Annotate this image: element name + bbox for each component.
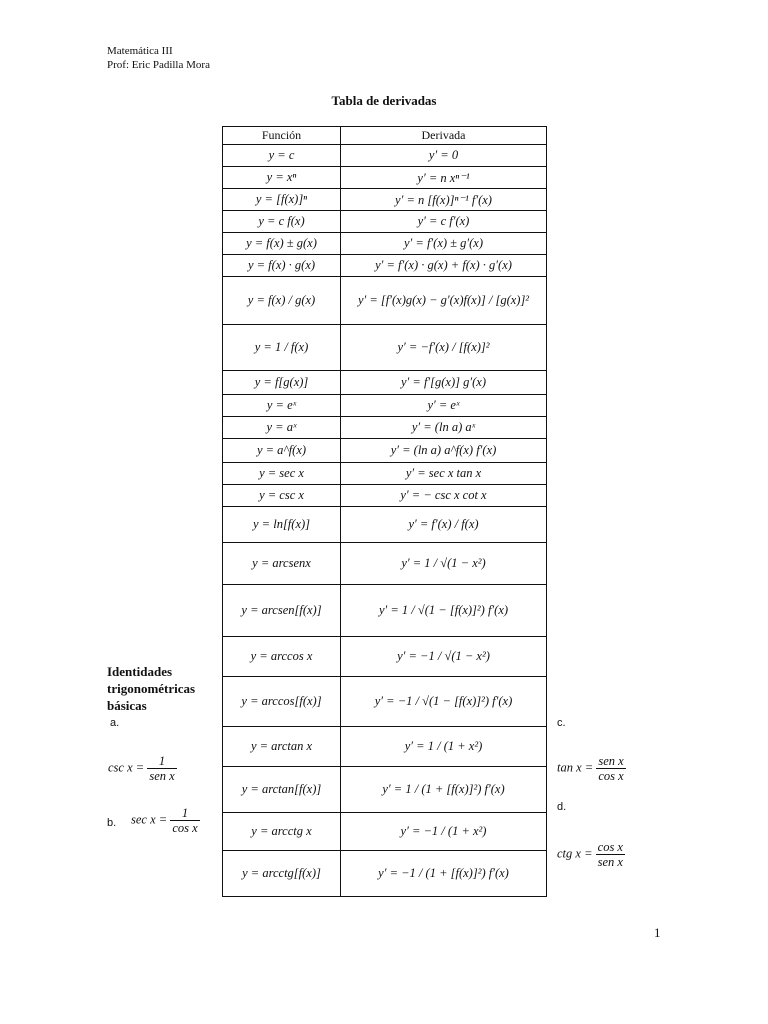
function-cell: y = arctan x	[223, 727, 341, 767]
derivative-cell: y′ = [f′(x)g(x) − g′(x)f(x)] / [g(x)]²	[341, 277, 547, 325]
identities-title-line: Identidades	[107, 664, 173, 679]
identity-a-lhs: csc x =	[108, 760, 145, 775]
function-cell: y = [f(x)]ⁿ	[223, 189, 341, 211]
function-cell: y = arccos x	[223, 637, 341, 677]
function-cell: y = ln[f(x)]	[223, 507, 341, 543]
table-row	[223, 167, 547, 189]
identity-d-denominator: sen x	[597, 855, 623, 869]
identity-d	[557, 840, 625, 869]
table-row	[223, 325, 547, 371]
derivative-cell: y′ = −1 / (1 + [f(x)]²) f′(x)	[341, 851, 547, 897]
identity-c-fraction	[596, 754, 625, 783]
function-cell: y = csc x	[223, 485, 341, 507]
identity-b	[131, 806, 200, 835]
derivative-cell: y′ = n [f(x)]ⁿ⁻¹ f′(x)	[341, 189, 547, 211]
table-row	[223, 727, 547, 767]
derivative-cell: y′ = (ln a) aˣ	[341, 417, 547, 439]
derivative-cell: y′ = − csc x cot x	[341, 485, 547, 507]
identity-c-lhs: tan x =	[557, 760, 594, 775]
table-row	[223, 371, 547, 395]
identities-title	[107, 663, 195, 714]
table-row	[223, 189, 547, 211]
identity-b-fraction	[170, 806, 199, 835]
table-row	[223, 767, 547, 813]
function-cell: y = arcctg[f(x)]	[223, 851, 341, 897]
table-row	[223, 255, 547, 277]
column-header-derivative: Derivada	[341, 127, 547, 145]
function-cell: y = c f(x)	[223, 211, 341, 233]
table-row	[223, 395, 547, 417]
function-cell: y = arcctg x	[223, 813, 341, 851]
page-title: Tabla de derivadas	[331, 93, 437, 108]
function-cell: y = arcsenx	[223, 543, 341, 585]
derivative-cell: y′ = f′(x) · g(x) + f(x) · g′(x)	[341, 255, 547, 277]
derivative-cell: y′ = −1 / (1 + x²)	[341, 813, 547, 851]
function-cell: y = eˣ	[223, 395, 341, 417]
identity-b-label: b.	[107, 817, 117, 829]
identity-a-numerator: 1	[147, 754, 176, 769]
function-cell: y = aˣ	[223, 417, 341, 439]
identity-d-numerator: cos x	[597, 840, 623, 854]
table-row	[223, 813, 547, 851]
function-cell: y = 1 / f(x)	[223, 325, 341, 371]
identity-b-numerator: 1	[170, 806, 199, 821]
derivative-cell: y′ = f′(x) / f(x)	[341, 507, 547, 543]
identity-c	[557, 754, 626, 783]
identity-b-denominator: cos x	[172, 821, 198, 835]
derivatives-table	[222, 126, 547, 897]
professor-name: Prof: Eric Padilla Mora	[107, 59, 210, 71]
derivative-cell: y′ = 1 / √(1 − x²)	[341, 543, 547, 585]
identity-a	[108, 754, 177, 783]
table-row	[223, 677, 547, 727]
function-cell: y = f(x) ± g(x)	[223, 233, 341, 255]
identity-a-label: a.	[110, 717, 120, 729]
table-row	[223, 277, 547, 325]
function-cell: y = arctan[f(x)]	[223, 767, 341, 813]
derivative-cell: y′ = 1 / (1 + [f(x)]²) f′(x)	[341, 767, 547, 813]
function-cell: y = arccos[f(x)]	[223, 677, 341, 727]
identity-d-lhs: ctg x =	[557, 846, 593, 861]
table-row	[223, 585, 547, 637]
identity-c-label: c.	[557, 717, 566, 729]
table-body	[223, 145, 547, 897]
function-cell: y = arcsen[f(x)]	[223, 585, 341, 637]
identity-d-fraction	[596, 840, 625, 869]
derivative-cell: y′ = 1 / (1 + x²)	[341, 727, 547, 767]
identity-b-lhs: sec x =	[131, 812, 168, 827]
table-row	[223, 233, 547, 255]
table-row	[223, 543, 547, 585]
function-cell: y = f(x) / g(x)	[223, 277, 341, 325]
derivative-cell: y′ = eˣ	[341, 395, 547, 417]
column-header-function: Función	[223, 127, 341, 145]
derivative-cell: y′ = c f′(x)	[341, 211, 547, 233]
table-row	[223, 439, 547, 463]
derivative-cell: y′ = 0	[341, 145, 547, 167]
derivative-cell: y′ = sec x tan x	[341, 463, 547, 485]
table-header-row	[223, 127, 547, 145]
identity-a-fraction	[147, 754, 176, 783]
derivative-cell: y′ = −1 / √(1 − [f(x)]²) f′(x)	[341, 677, 547, 727]
table-row	[223, 507, 547, 543]
derivative-cell: y′ = f′[g(x)] g′(x)	[341, 371, 547, 395]
derivative-cell: y′ = 1 / √(1 − [f(x)]²) f′(x)	[341, 585, 547, 637]
identity-c-numerator: sen x	[598, 754, 624, 768]
derivative-cell: y′ = f′(x) ± g′(x)	[341, 233, 547, 255]
identity-c-denominator: cos x	[598, 769, 624, 783]
table-row	[223, 637, 547, 677]
table-row	[223, 485, 547, 507]
identity-d-label: d.	[557, 801, 567, 813]
function-cell: y = f(x) · g(x)	[223, 255, 341, 277]
table-row	[223, 417, 547, 439]
derivative-cell: y′ = n xⁿ⁻¹	[341, 167, 547, 189]
table-row	[223, 211, 547, 233]
identities-title-line: trigonométricas	[107, 681, 196, 696]
table-row	[223, 145, 547, 167]
function-cell: y = f[g(x)]	[223, 371, 341, 395]
derivative-cell: y′ = (ln a) a^f(x) f′(x)	[341, 439, 547, 463]
course-name: Matemática III	[107, 45, 173, 57]
function-cell: y = xⁿ	[223, 167, 341, 189]
derivative-cell: y′ = −1 / √(1 − x²)	[341, 637, 547, 677]
function-cell: y = a^f(x)	[223, 439, 341, 463]
function-cell: y = sec x	[223, 463, 341, 485]
derivative-cell: y′ = −f′(x) / [f(x)]²	[341, 325, 547, 371]
table-row	[223, 851, 547, 897]
table-row	[223, 463, 547, 485]
identities-title-line: básicas	[107, 698, 147, 713]
function-cell: y = c	[223, 145, 341, 167]
page-number: 1	[654, 925, 661, 940]
identity-a-denominator: sen x	[149, 769, 175, 783]
